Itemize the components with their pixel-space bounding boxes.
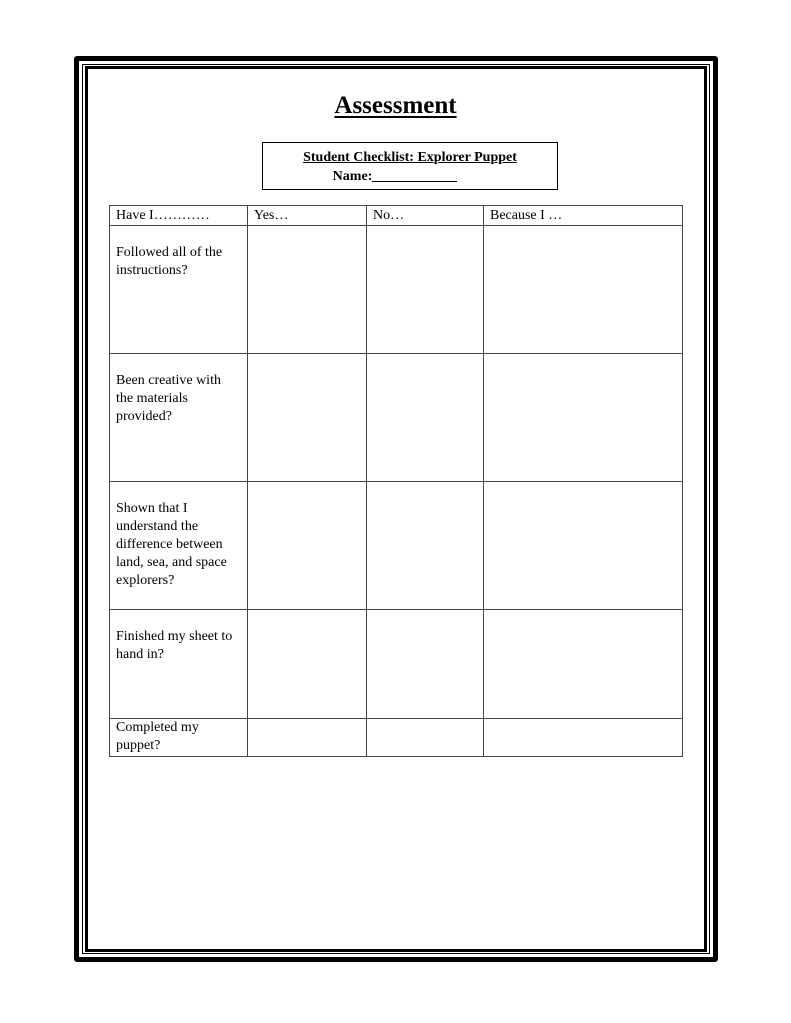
yes-cell[interactable]: [248, 354, 367, 482]
question-cell: Shown that I understand the difference between land, sea, and space explorers?: [110, 482, 248, 610]
no-cell[interactable]: [367, 482, 484, 610]
table-row: [110, 226, 683, 354]
question-cell: Finished my sheet to hand in?: [110, 610, 248, 719]
yes-cell[interactable]: [248, 226, 367, 354]
assessment-table: [109, 205, 683, 757]
checklist-heading: Student Checklist: Explorer Puppet: [303, 150, 517, 165]
because-cell[interactable]: [484, 719, 683, 757]
header-yes: Yes…: [248, 206, 367, 226]
table-row: [110, 482, 683, 610]
question-cell: Completed my puppet?: [110, 719, 248, 757]
because-cell[interactable]: [484, 226, 683, 354]
because-cell[interactable]: [484, 482, 683, 610]
no-cell[interactable]: [367, 226, 484, 354]
no-cell[interactable]: [367, 610, 484, 719]
checklist-header-box: [262, 142, 558, 190]
header-have-i: Have I…………: [110, 206, 248, 226]
name-blank[interactable]: [372, 167, 457, 182]
because-cell[interactable]: [484, 354, 683, 482]
no-cell[interactable]: [367, 719, 484, 757]
table-row: [110, 719, 683, 757]
question-cell: Been creative with the materials provided?: [110, 354, 248, 482]
header-because: Because I …: [484, 206, 683, 226]
yes-cell[interactable]: [248, 719, 367, 757]
name-label: Name:: [332, 169, 373, 184]
question-cell: Followed all of the instructions?: [110, 226, 248, 354]
because-cell[interactable]: [484, 610, 683, 719]
table-row: [110, 610, 683, 719]
yes-cell[interactable]: [248, 610, 367, 719]
header-no: No…: [367, 206, 484, 226]
page-title: Assessment: [334, 92, 457, 119]
table-row: [110, 354, 683, 482]
no-cell[interactable]: [367, 354, 484, 482]
yes-cell[interactable]: [248, 482, 367, 610]
table-header-row: [110, 206, 683, 226]
name-line: [263, 167, 557, 186]
